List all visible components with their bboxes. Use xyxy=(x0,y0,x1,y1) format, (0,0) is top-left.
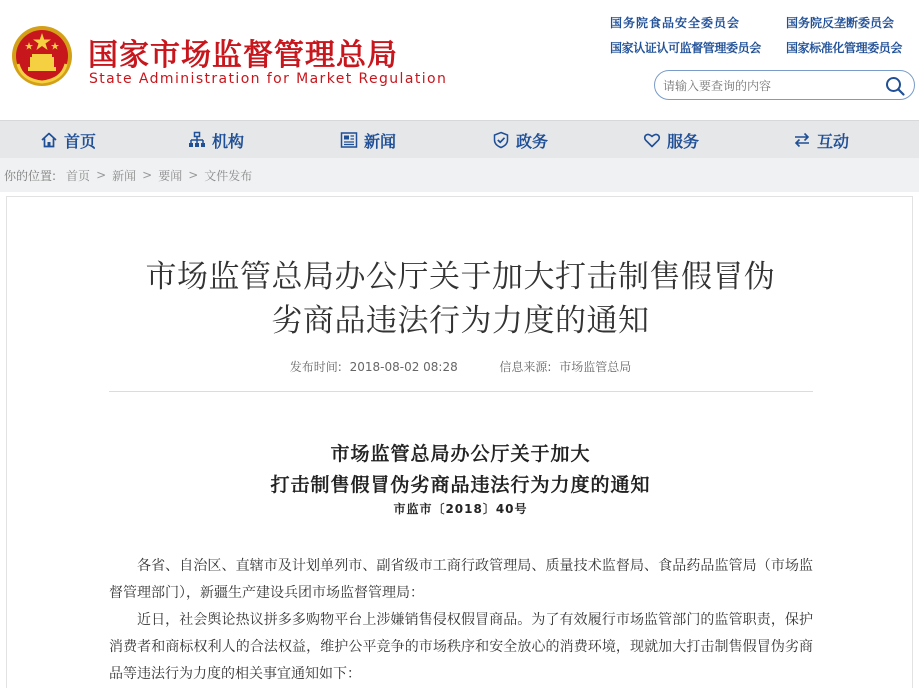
quick-link-standardization[interactable]: 国家标准化管理委员会 xyxy=(786,41,903,55)
site-title[interactable]: 国家市场监督管理总局 xyxy=(88,38,398,73)
chevron-right-icon: > xyxy=(188,168,199,182)
search-icon[interactable] xyxy=(884,75,906,97)
nav-label: 机构 xyxy=(212,131,245,151)
article-title-line2: 劣商品违法行为力度的通知 xyxy=(271,303,650,339)
nav-item-organization[interactable] xyxy=(188,121,244,159)
nav-item-news[interactable] xyxy=(340,121,396,159)
home-icon xyxy=(40,131,58,149)
paragraph: 各省、自治区、直辖市及计划单列市、副省级市工商行政管理局、质量技术监督局、食品药品监管局（市场监督管理部门），新疆生产建设兵团市场监督管理局： xyxy=(109,558,813,601)
article-title xyxy=(7,255,914,343)
article-meta xyxy=(7,358,914,375)
article-body xyxy=(109,553,813,688)
quick-link-food-safety[interactable]: 国务院食品安全委员会 xyxy=(610,16,741,30)
breadcrumb-headlines[interactable]: 要闻 xyxy=(158,168,183,183)
nav-label: 服务 xyxy=(667,131,700,151)
divider xyxy=(109,391,813,392)
search-input[interactable] xyxy=(663,75,878,96)
org-chart-icon xyxy=(188,131,206,149)
nav-item-government-affairs[interactable] xyxy=(492,121,548,159)
newspaper-icon xyxy=(340,131,358,149)
source: 市场监管总局 xyxy=(559,360,632,374)
paragraph: 近日，社会舆论热议拼多多购物平台上涉嫌销售侵权假冒商品。为了有效履行市场监管部门的监管职责，保护消费者和商标权利人的合法权益，维护公平竞争的市场秩序和安全放心的消费环境，现就加大打击制售假冒伪劣商品等违法行为力度的相关事宜通知如下： xyxy=(109,612,813,682)
breadcrumb-document-release[interactable]: 文件发布 xyxy=(204,168,253,183)
search-box xyxy=(654,70,915,100)
chevron-right-icon: > xyxy=(142,168,153,182)
publish-time-label: 发布时间: xyxy=(289,360,342,374)
main-nav xyxy=(0,120,919,158)
source-label: 信息来源: xyxy=(499,360,552,374)
document-title-line2: 打击制售假冒伪劣商品违法行为力度的通知 xyxy=(270,474,651,496)
publish-time: 2018-08-02 08:28 xyxy=(349,360,458,374)
exchange-arrows-icon xyxy=(793,131,811,149)
site-subtitle: State Administration for Market Regulation xyxy=(89,71,448,87)
document-title-line1: 市场监管总局办公厅关于加大 xyxy=(330,443,591,465)
document-title xyxy=(7,439,914,501)
nav-item-services[interactable] xyxy=(643,121,699,159)
breadcrumb xyxy=(0,158,919,192)
breadcrumb-news[interactable]: 新闻 xyxy=(112,168,137,183)
quick-link-certification[interactable]: 国家认证认可监督管理委员会 xyxy=(610,41,761,55)
nav-label: 互动 xyxy=(817,131,850,151)
nav-item-home[interactable] xyxy=(40,121,96,159)
quick-link-antimonopoly[interactable]: 国务院反垄断委员会 xyxy=(786,16,895,30)
breadcrumb-home[interactable]: 首页 xyxy=(66,168,91,183)
article xyxy=(6,196,913,688)
breadcrumb-label: 你的位置: xyxy=(4,168,57,183)
heart-icon xyxy=(643,131,661,149)
nav-label: 新闻 xyxy=(364,131,397,151)
article-title-line1: 市场监管总局办公厅关于加大打击制售假冒伪 xyxy=(145,259,776,295)
nav-label: 政务 xyxy=(516,131,549,151)
national-emblem-icon[interactable] xyxy=(10,24,74,88)
site-header xyxy=(0,0,919,120)
document-number: 市监市〔2018〕40号 xyxy=(393,502,528,516)
nav-label: 首页 xyxy=(64,131,97,151)
nav-item-interaction[interactable] xyxy=(793,121,849,159)
shield-check-icon xyxy=(492,131,510,149)
chevron-right-icon: > xyxy=(96,168,107,182)
